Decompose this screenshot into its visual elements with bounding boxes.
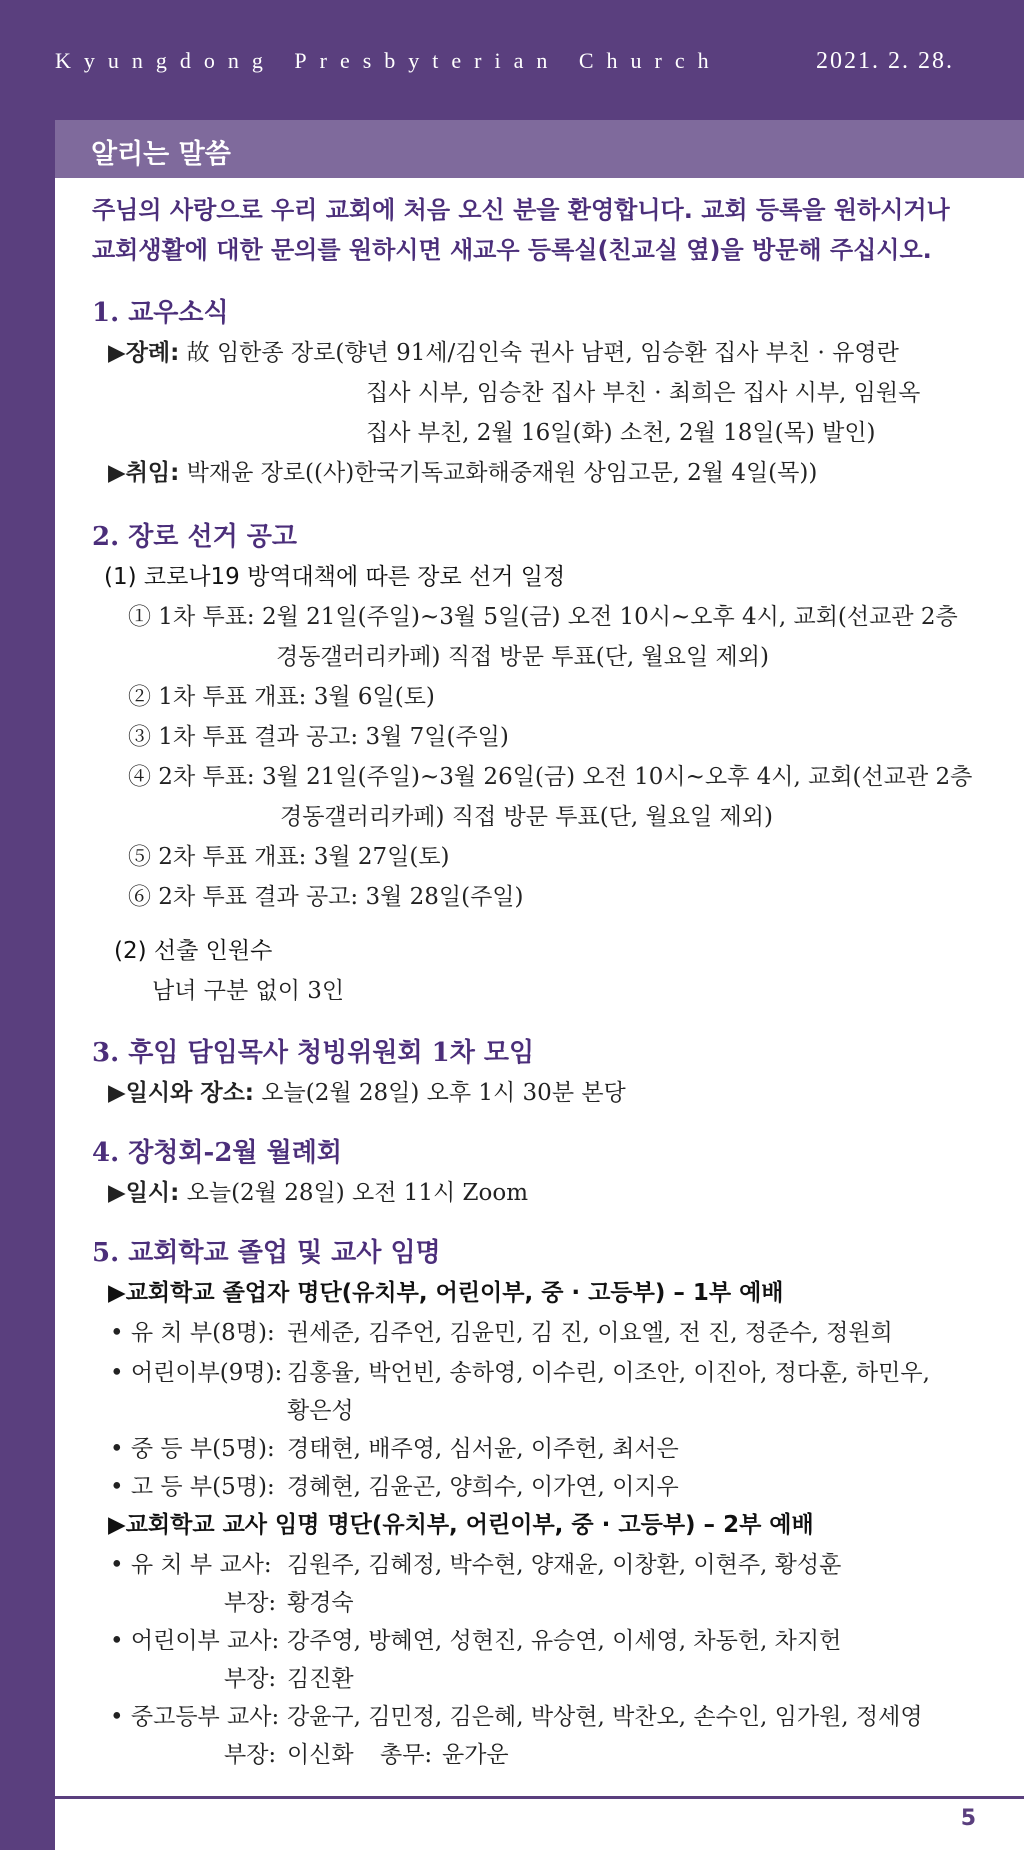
section-title: 알리는 말씀 (91, 139, 231, 170)
head-label-youth: 부장: (224, 1742, 277, 1768)
teacher-names-kindergarten: 김원주, 김혜정, 박수현, 양재윤, 이창환, 이현주, 황성훈 (287, 1552, 842, 1578)
schedule-item-2: ② 1차 투표 개표: 3월 6일(토) (128, 684, 435, 710)
committee-line (108, 1074, 626, 1107)
heading-school-graduation: 5. 교회학교 졸업 및 교사 임명 (92, 1238, 441, 1268)
grad-names-middle: 경태현, 배주영, 심서윤, 이주헌, 최서은 (287, 1436, 679, 1462)
schedule-item-1b: 경동갤러리카페) 직접 방문 투표(단, 월요일 제외) (276, 644, 769, 670)
heading-monthly-meeting: 4. 장청회-2월 월례회 (92, 1138, 342, 1168)
page-number: 5 (960, 1806, 976, 1831)
schedule-item-3: ③ 1차 투표 결과 공고: 3월 7일(주일) (128, 724, 509, 750)
teacher-label-kindergarten: • 유 치 부 교사: (110, 1552, 272, 1578)
heading-member-news: 1. 교우소식 (92, 298, 229, 328)
intro-line-1: 주님의 사랑으로 우리 교회에 처음 오신 분을 환영합니다. 교회 등록을 원하시거나 (92, 196, 950, 224)
funeral-text-1: 故 임한종 장로(향년 91세/김인숙 권사 남편, 임승환 집사 부친 · 유영란 (186, 340, 899, 366)
head-label-children: 부장: (224, 1666, 277, 1692)
funeral-label: ▶장례: (108, 340, 180, 366)
secretary-label-youth: 총무: (380, 1742, 433, 1768)
meeting-text: 오늘(2월 28일) 오전 11시 Zoom (186, 1180, 529, 1206)
schedule-item-6: ⑥ 2차 투표 결과 공고: 3월 28일(주일) (128, 884, 524, 910)
election-schedule-subheading: (1) 코로나19 방역대책에 따른 장로 선거 일정 (104, 564, 566, 590)
grad-label-kindergarten: • 유 치 부(8명): (110, 1320, 275, 1346)
secretary-name-youth: 윤가운 (442, 1742, 509, 1768)
grad-names-children-2: 황은성 (287, 1398, 354, 1424)
schedule-item-4b: 경동갤러리카페) 직접 방문 투표(단, 월요일 제외) (280, 804, 773, 830)
teacher-label-youth: • 중고등부 교사: (110, 1704, 280, 1730)
church-name: Kyungdong Presbyterian Church (55, 48, 722, 73)
teacher-names-youth: 강윤구, 김민정, 김은혜, 박상현, 박찬오, 손수인, 임가원, 정세영 (287, 1704, 923, 1730)
head-name-youth: 이신화 (287, 1742, 354, 1768)
meeting-line (108, 1174, 528, 1207)
funeral-line-1 (108, 334, 899, 367)
schedule-item-4a: ④ 2차 투표: 3월 21일(주일)~3월 26일(금) 오전 10시~오후 4시, 교회(선교관 2층 (128, 764, 973, 790)
footer-divider (55, 1796, 1024, 1799)
funeral-text-2: 집사 시부, 임승찬 집사 부친 · 최희은 집사 시부, 임원옥 (366, 380, 921, 406)
grad-label-middle: • 중 등 부(5명): (110, 1436, 275, 1462)
schedule-item-1a: ① 1차 투표: 2월 21일(주일)~3월 5일(금) 오전 10시~오후 4시, 교회(선교관 2층 (128, 604, 958, 630)
graduates-header: ▶교회학교 졸업자 명단(유치부, 어린이부, 중 · 고등부) – 1부 예배 (108, 1280, 784, 1306)
heading-pastor-committee: 3. 후임 담임목사 청빙위원회 1차 모임 (92, 1038, 535, 1068)
grad-names-high: 경혜현, 김윤곤, 양희수, 이가연, 이지우 (287, 1474, 679, 1500)
teacher-label-children: • 어린이부 교사: (110, 1628, 280, 1654)
grad-names-children-1: 김홍율, 박언빈, 송하영, 이수린, 이조안, 이진아, 정다훈, 하민우, (287, 1360, 930, 1386)
intro-line-2: 교회생활에 대한 문의를 원하시면 새교우 등록실(친교실 옆)을 방문해 주십시오. (92, 236, 932, 264)
grad-names-kindergarten: 권세준, 김주언, 김윤민, 김 진, 이요엘, 전 진, 정준수, 정원희 (287, 1320, 893, 1346)
appointment-label: ▶취임: (108, 460, 180, 486)
head-label-kindergarten: 부장: (224, 1590, 277, 1616)
grad-label-children: • 어린이부(9명): (110, 1360, 283, 1386)
appointment-line (108, 454, 817, 487)
committee-text: 오늘(2월 28일) 오후 1시 30분 본당 (261, 1080, 626, 1106)
committee-label: ▶일시와 장소: (108, 1080, 254, 1106)
meeting-label: ▶일시: (108, 1180, 180, 1206)
grad-row-kindergarten (110, 1314, 275, 1347)
elect-count-text: 남녀 구분 없이 3인 (152, 978, 345, 1004)
teacher-names-children: 강주영, 방혜연, 성현진, 유승연, 이세영, 차동헌, 차지헌 (287, 1628, 842, 1654)
funeral-text-3: 집사 부친, 2월 16일(화) 소천, 2월 18일(목) 발인) (366, 420, 876, 446)
elect-count-subheading: (2) 선출 인원수 (114, 938, 273, 964)
head-name-kindergarten: 황경숙 (287, 1590, 354, 1616)
schedule-item-5: ⑤ 2차 투표 개표: 3월 27일(토) (128, 844, 450, 870)
bulletin-date: 2021. 2. 28. (816, 48, 954, 74)
appointment-text: 박재윤 장로((사)한국기독교화해중재원 상임고문, 2월 4일(목)) (186, 460, 818, 486)
heading-elder-election: 2. 장로 선거 공고 (92, 522, 297, 552)
head-name-children: 김진환 (287, 1666, 354, 1692)
teachers-header: ▶교회학교 교사 임명 명단(유치부, 어린이부, 중 · 고등부) – 2부 예배 (108, 1512, 814, 1538)
grad-label-high: • 고 등 부(5명): (110, 1474, 275, 1500)
